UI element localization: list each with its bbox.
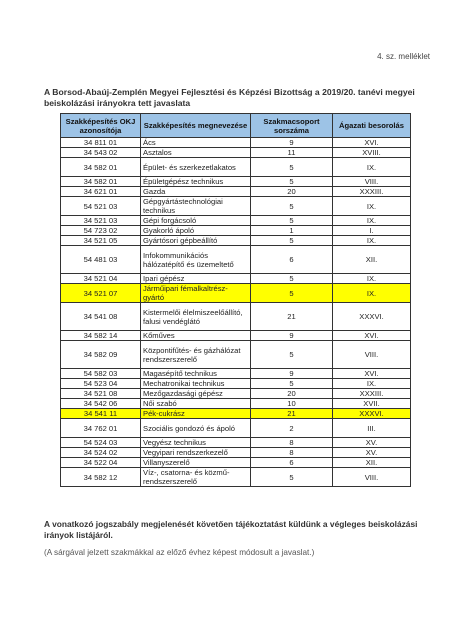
table-row [61,274,411,284]
table-row [61,177,411,187]
cell-group-number: 21 [251,303,333,331]
cell-okj-code: 34 543 02 [61,148,141,158]
cell-okj-code: 34 621 01 [61,187,141,197]
cell-sector: IX. [333,284,411,303]
table-row [61,438,411,448]
cell-sector: IX. [333,158,411,177]
cell-group-number: 5 [251,274,333,284]
cell-qualification-name: Gyártósori gépbeállító [141,236,251,246]
header-sector: Ágazati besorolás [333,114,411,138]
cell-sector: XVI. [333,331,411,341]
table-row [61,158,411,177]
cell-qualification-name: Gyakorló ápoló [141,226,251,236]
cell-okj-code: 34 582 01 [61,177,141,187]
cell-qualification-name: Kőműves [141,331,251,341]
cell-sector: XXXIII. [333,187,411,197]
cell-okj-code: 34 522 04 [61,458,141,468]
table-row [61,331,411,341]
table-row [61,458,411,468]
cell-okj-code: 34 521 07 [61,284,141,303]
table-row [61,303,411,331]
table-row [61,216,411,226]
cell-qualification-name: Épületgépész technikus [141,177,251,187]
cell-group-number: 10 [251,399,333,409]
cell-sector: XVI. [333,138,411,148]
cell-qualification-name: Ipari gépész [141,274,251,284]
cell-group-number: 6 [251,458,333,468]
cell-qualification-name: Női szabó [141,399,251,409]
document-heading: A Borsod-Abaúj-Zemplén Megyei Fejlesztési és Képzési Bizottság a 2019/20. tanévi megyei beiskolázási irányokra tett javaslata [44,87,415,108]
table-header-row [61,114,411,138]
cell-qualification-name: Infokommunikációs hálózatépítő és üzemeltető [141,246,251,274]
cell-sector: XV. [333,438,411,448]
cell-group-number: 9 [251,138,333,148]
cell-okj-code: 54 524 03 [61,438,141,448]
cell-qualification-name: Kistermelői élelmiszeelőállító, falusi vendéglátó [141,303,251,331]
cell-group-number: 20 [251,187,333,197]
cell-sector: VIII. [333,177,411,187]
cell-sector: XXXVI. [333,409,411,419]
cell-okj-code: 54 481 03 [61,246,141,274]
cell-sector: XVI. [333,369,411,379]
cell-okj-code: 34 762 01 [61,419,141,438]
table-row [61,409,411,419]
table-row [61,399,411,409]
cell-sector: XII. [333,458,411,468]
table-row [61,246,411,274]
table-row [61,148,411,158]
cell-okj-code: 34 524 02 [61,448,141,458]
cell-group-number: 5 [251,379,333,389]
cell-group-number: 5 [251,341,333,369]
cell-qualification-name: Mezőgazdasági gépész [141,389,251,399]
cell-sector: XII. [333,246,411,274]
cell-sector: VIII. [333,468,411,487]
header-group-number: Szakmacsoport sorszáma [251,114,333,138]
cell-qualification-name: Vegyipari rendszerkezelő [141,448,251,458]
cell-sector: IX. [333,236,411,246]
table-row [61,419,411,438]
cell-sector: XXXIII. [333,389,411,399]
cell-okj-code: 34 582 09 [61,341,141,369]
cell-qualification-name: Gépgyártástechnológiai technikus [141,197,251,216]
cell-qualification-name: Pék-cukrász [141,409,251,419]
cell-qualification-name: Szociális gondozó és ápoló [141,419,251,438]
cell-okj-code: 54 523 04 [61,379,141,389]
header-qualification-name: Szakképesítés megnevezése [141,114,251,138]
cell-qualification-name: Gazda [141,187,251,197]
cell-qualification-name: Központifűtés- és gázhálózat rendszerszerelő [141,341,251,369]
table-row [61,369,411,379]
table-row [61,341,411,369]
highlight-note: (A sárgával jelzett szakmákkal az előző évhez képest módosult a javaslat.) [44,548,315,557]
header-okj-code: Szakképesítés OKJ azonosítója [61,114,141,138]
cell-okj-code: 54 582 03 [61,369,141,379]
cell-okj-code: 34 582 01 [61,158,141,177]
table-row [61,389,411,399]
cell-okj-code: 34 582 12 [61,468,141,487]
cell-qualification-name: Gépi forgácsoló [141,216,251,226]
cell-okj-code: 34 521 03 [61,216,141,226]
cell-group-number: 9 [251,331,333,341]
cell-group-number: 8 [251,448,333,458]
cell-qualification-name: Villanyszerelő [141,458,251,468]
table-row [61,197,411,216]
cell-qualification-name: Épület- és szerkezetlakatos [141,158,251,177]
cell-group-number: 11 [251,148,333,158]
cell-sector: XVII. [333,399,411,409]
table-row [61,236,411,246]
cell-sector: XXXVI. [333,303,411,331]
cell-okj-code: 54 521 03 [61,197,141,216]
cell-group-number: 1 [251,226,333,236]
cell-okj-code: 34 521 05 [61,236,141,246]
cell-okj-code: 34 582 14 [61,331,141,341]
cell-sector: IX. [333,197,411,216]
table-row [61,226,411,236]
cell-sector: VIII. [333,341,411,369]
cell-qualification-name: Vegyész technikus [141,438,251,448]
cell-sector: XV. [333,448,411,458]
cell-group-number: 5 [251,177,333,187]
cell-qualification-name: Víz-, csatorna- és közmű-rendszerszerelő [141,468,251,487]
cell-group-number: 5 [251,468,333,487]
cell-okj-code: 34 541 08 [61,303,141,331]
cell-sector: XVIII. [333,148,411,158]
cell-group-number: 8 [251,438,333,448]
cell-okj-code: 34 542 06 [61,399,141,409]
cell-sector: IX. [333,216,411,226]
cell-qualification-name: Ács [141,138,251,148]
cell-okj-code: 34 521 08 [61,389,141,399]
notice-text: A vonatkozó jogszabály megjelenését követően tájékoztatást küldünk a végleges beiskolázási irányok listájáról. [44,519,418,540]
cell-qualification-name: Járműipari fémalkaltrész-gyártó [141,284,251,303]
cell-group-number: 21 [251,409,333,419]
cell-group-number: 5 [251,284,333,303]
cell-group-number: 5 [251,197,333,216]
cell-sector: I. [333,226,411,236]
cell-group-number: 5 [251,216,333,226]
table-row [61,448,411,458]
cell-sector: IX. [333,379,411,389]
cell-okj-code: 34 811 01 [61,138,141,148]
table-row [61,284,411,303]
cell-sector: III. [333,419,411,438]
table-row [61,379,411,389]
cell-okj-code: 54 723 02 [61,226,141,236]
table-row [61,187,411,197]
annex-label: 4. sz. melléklet [377,52,430,61]
cell-group-number: 2 [251,419,333,438]
cell-qualification-name: Asztalos [141,148,251,158]
cell-qualification-name: Mechatronikai technikus [141,379,251,389]
cell-group-number: 5 [251,158,333,177]
qualifications-table [60,113,411,487]
cell-group-number: 9 [251,369,333,379]
table-row [61,138,411,148]
cell-group-number: 20 [251,389,333,399]
cell-okj-code: 34 541 11 [61,409,141,419]
cell-okj-code: 34 521 04 [61,274,141,284]
table-row [61,468,411,487]
cell-group-number: 5 [251,236,333,246]
cell-qualification-name: Magasépítő technikus [141,369,251,379]
cell-sector: IX. [333,274,411,284]
cell-group-number: 6 [251,246,333,274]
